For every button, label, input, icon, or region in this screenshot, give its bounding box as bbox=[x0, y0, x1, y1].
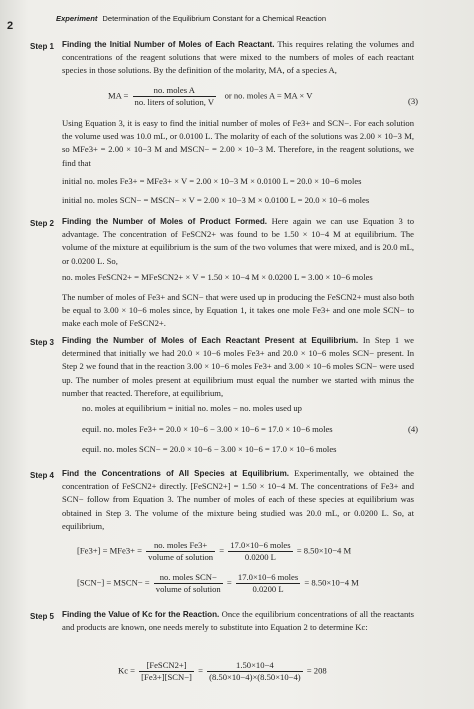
scn-concentration-equation bbox=[77, 572, 359, 595]
step-3-paragraph bbox=[62, 334, 414, 400]
kc-result: = 208 bbox=[306, 665, 327, 676]
kc-denominator: [Fe3+][SCN−] bbox=[141, 672, 192, 682]
step-2-paragraph bbox=[62, 215, 414, 268]
scn-conc-denominator-value: 0.0200 L bbox=[236, 583, 300, 595]
scn-conc-denominator: volume of solution bbox=[155, 584, 221, 594]
fe-concentration-equation bbox=[77, 540, 351, 563]
kc-fraction-1 bbox=[139, 660, 194, 683]
step-1-heading: Finding the Initial Number of Moles of Each Reactant. bbox=[62, 40, 275, 49]
fe-conc-denominator: volume of solution bbox=[148, 552, 214, 562]
fe-conc-equals: = bbox=[219, 545, 225, 556]
step-2-paragraph-2: The number of moles of Fe3+ and SCN− that were used up in producing the FeSCN2+ must also both be equal to 3.00 × 10−6 moles since, by Equation 1, it takes one mole Fe3+ and one mole SCN− to make each mole of FeSCN2+. bbox=[62, 292, 414, 329]
step-4-paragraph bbox=[62, 467, 414, 533]
step-1-label: Step 1 bbox=[30, 42, 55, 51]
fe-conc-result: = 8.50×10−4 M bbox=[296, 545, 352, 556]
step-1-paragraph-2: Using Equation 3, it is easy to find the initial number of moles of Fe3+ and SCN−. For each solution the volume used was 10.0 mL, or 0.0100 L. The molarity of each of the solutions was 2.00 × 10−3 M, so MFe3+ = 2.00 × 10−3 M and MSCN− = 2.00 × 10−3 M. Therefore, in the reagent solutions, we find that bbox=[62, 118, 414, 168]
step-1-body: This requires relating the volumes and concentrations of the reagent solutions that were mixed to the numbers of moles of each reactant species in those solutions. By the definition of the molarity, MA, of a species A, bbox=[62, 39, 414, 76]
initial-moles-fe: initial no. moles Fe3+ = MFe3+ × V = 2.00 × 10−3 M × 0.0100 L = 20.0 × 10−6 moles bbox=[62, 176, 362, 186]
kc-numerator: [FeSCN2+] bbox=[146, 660, 187, 670]
step-4-body: Experimentally, we obtained the concentration of FeSCN2+ directly. [FeSCN2+] = 1.50 × 10−4 M. The concentrations of Fe3+ and SCN− follow from Equation 3. The number of moles of each of these species at equilibrium was obtained in Step 3. The volume of the mixture being studied was 20.0 mL, or 0.0200 L. So, at equilibrium, bbox=[62, 468, 415, 531]
step-4-heading: Find the Concentrations of All Species at Equilibrium. bbox=[62, 469, 290, 478]
scn-conc-lhs: [SCN−] = MSCN− = bbox=[77, 577, 150, 588]
step-2-heading: Finding the Number of Moles of Product Formed. bbox=[62, 217, 268, 226]
scn-conc-equals: = bbox=[226, 577, 232, 588]
eq3-alternate: or no. moles A = MA × V bbox=[224, 90, 313, 101]
kc-lhs: Kc = bbox=[118, 665, 136, 676]
page-number: 2 bbox=[7, 20, 14, 32]
running-head-title: Determination of the Equilibrium Constant for a Chemical Reaction bbox=[102, 14, 327, 23]
initial-moles-scn: initial no. moles SCN− = MSCN− × V = 2.00 × 10−3 M × 0.0100 L = 20.0 × 10−6 moles bbox=[62, 195, 370, 205]
eq3-numerator: no. moles A bbox=[153, 85, 195, 95]
step-5-paragraph bbox=[62, 608, 414, 634]
equilibrium-moles-fe: equil. no. moles Fe3+ = 20.0 × 10−6 − 3.00 × 10−6 = 17.0 × 10−6 moles bbox=[82, 424, 333, 434]
scn-conc-numerator-value: 17.0×10−6 moles bbox=[237, 572, 299, 582]
equilibrium-moles-scn: equil. no. moles SCN− = 20.0 × 10−6 − 3.00 × 10−6 = 17.0 × 10−6 moles bbox=[82, 444, 337, 454]
moles-fescn: no. moles FeSCN2+ = MFeSCN2+ × V = 1.50 × 10−4 M × 0.0200 L = 3.00 × 10−6 moles bbox=[62, 272, 373, 282]
kc-equals: = bbox=[198, 665, 203, 676]
running-head bbox=[56, 14, 326, 23]
step-3-heading: Finding the Number of Moles of Each Reactant Present at Equilibrium. bbox=[62, 336, 359, 345]
running-head-label: Experiment bbox=[56, 14, 98, 23]
step-2-body: Here again we can use Equation 3 to advantage. The concentration of FeSCN2+ was found to be 1.50 × 10−4 M at equilibrium. The volume of the mixture at equilibrium is the sum of the two volumes that were mixed, and is 20.0 mL, or 0.0200 L. So, bbox=[62, 216, 414, 266]
fe-conc-lhs: [Fe3+] = MFe3+ = bbox=[77, 545, 142, 556]
scn-conc-result: = 8.50×10−4 M bbox=[304, 577, 359, 588]
step-5-label: Step 5 bbox=[30, 612, 55, 621]
fe-conc-numerator: no. moles Fe3+ bbox=[153, 540, 208, 550]
eq3-denominator: no. liters of solution, V bbox=[134, 97, 215, 107]
fe-conc-numerator-value: 17.0×10−6 moles bbox=[230, 540, 291, 550]
kc-denominator-value: (8.50×10−4)×(8.50×10−4) bbox=[209, 672, 301, 682]
fe-conc-fraction-1 bbox=[146, 540, 215, 563]
kc-equation bbox=[118, 660, 327, 683]
eq4-number: (4) bbox=[408, 424, 419, 434]
scn-conc-numerator: no. moles SCN− bbox=[159, 572, 217, 582]
kc-numerator-value: 1.50×10−4 bbox=[236, 660, 274, 670]
eq3-fraction bbox=[133, 85, 217, 108]
equilibrium-moles-definition: no. moles at equilibrium = initial no. moles − no. moles used up bbox=[82, 403, 302, 413]
step-3-body: In Step 1 we determined that initially we had 20.0 × 10−6 moles Fe3+ and 20.0 × 10−6 moles SCN− present. In Step 2 we found that in the reaction 3.00 × 10−6 moles Fe3+ and 3.00 × 10−6 moles SCN− were used up. The number of moles present at equilibrium must equal the number we started with minus the number that reacted. Therefore, at equilibrium, bbox=[62, 335, 414, 398]
kc-fraction-2 bbox=[207, 660, 303, 683]
step-5-body: Once the equilibrium concentrations of all the reactants and products are known, one needs merely to substitute into Equation 2 to determine Kc: bbox=[62, 609, 414, 633]
fe-conc-fraction-2 bbox=[228, 540, 292, 563]
step-3-label: Step 3 bbox=[30, 338, 55, 347]
scn-conc-fraction-1 bbox=[154, 572, 223, 595]
fe-conc-denominator-value: 0.0200 L bbox=[228, 551, 292, 563]
step-5-heading: Finding the Value of Kc for the Reaction. bbox=[62, 610, 220, 619]
equation-3 bbox=[108, 85, 312, 108]
eq3-lhs: MA = bbox=[108, 90, 129, 101]
step-4-label: Step 4 bbox=[30, 471, 55, 480]
step-1-paragraph bbox=[62, 38, 414, 78]
step-2-label: Step 2 bbox=[30, 219, 55, 228]
scn-conc-fraction-2 bbox=[236, 572, 300, 595]
eq3-number: (3) bbox=[408, 96, 419, 106]
